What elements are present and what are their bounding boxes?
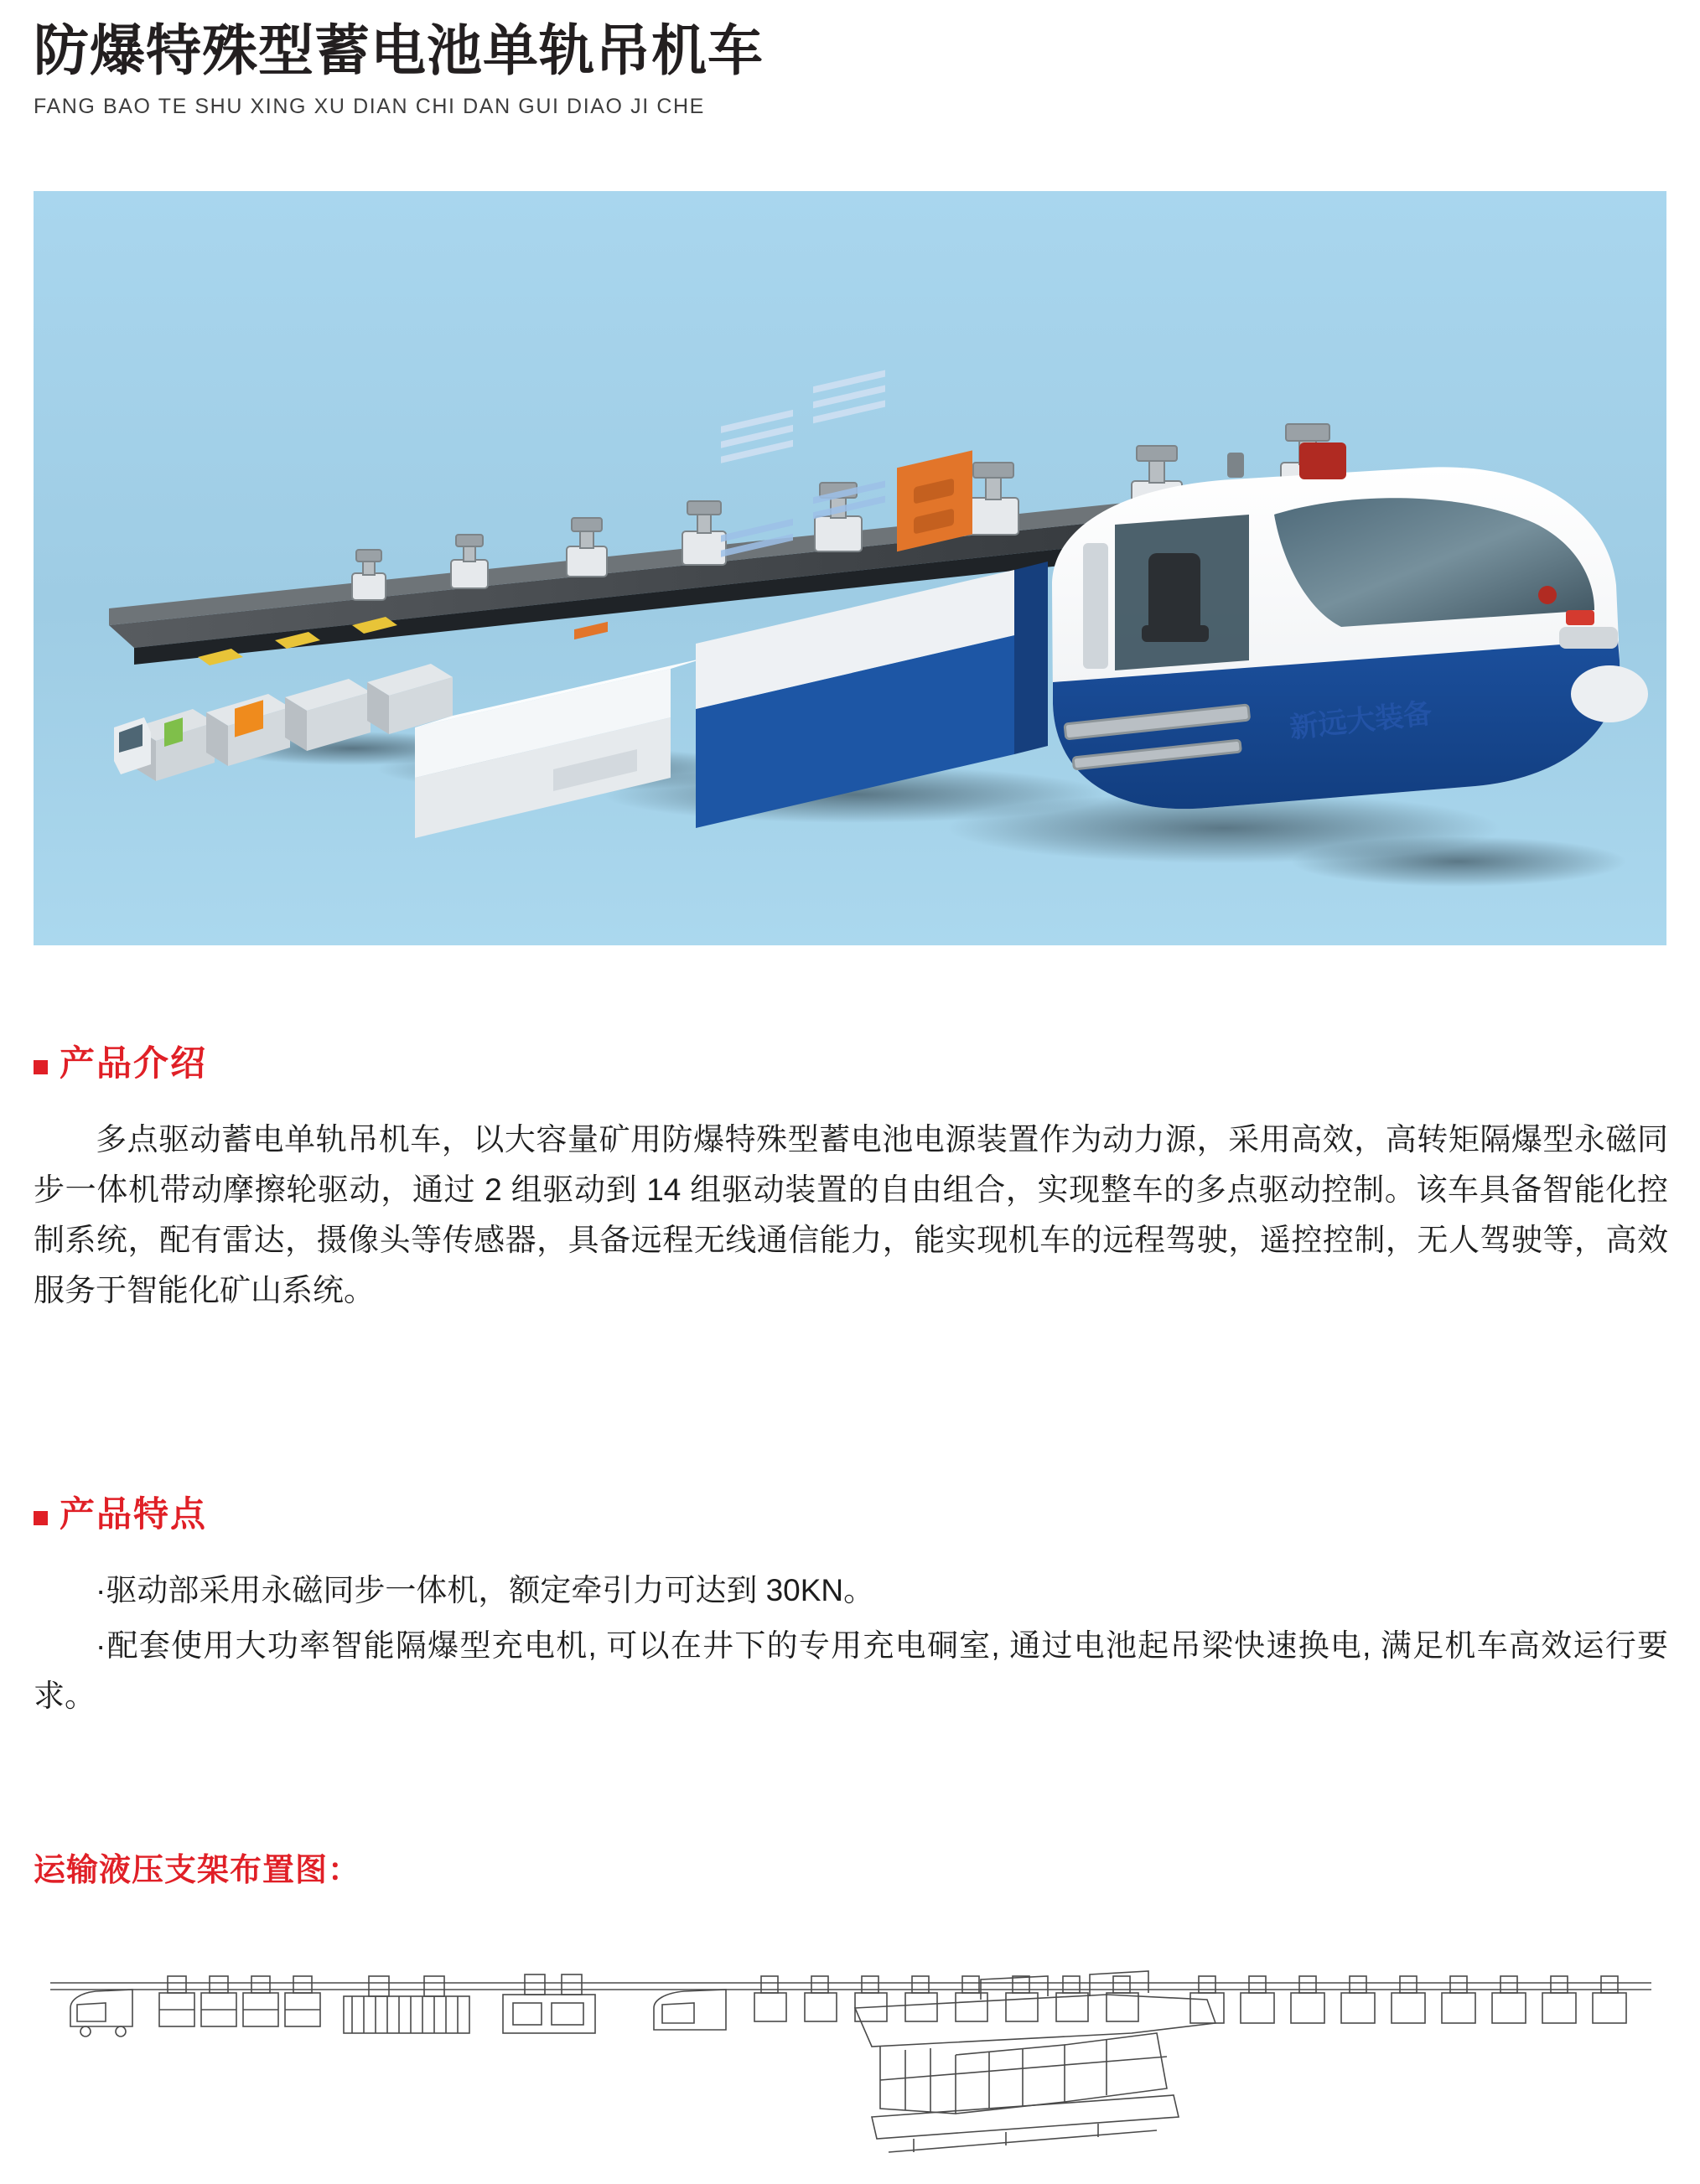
page-title: 防爆特殊型蓄电池单轨吊机车 [34,19,764,81]
hydraulic-support-layout-diagram [34,1928,1668,2171]
cab-seat [1142,553,1209,642]
monorail-locomotive-illustration [34,191,1666,945]
section-body-intro [34,1115,1668,1321]
section-heading-intro [34,1043,208,1083]
section-title-features: 产品特点 [60,1494,208,1534]
square-bullet-icon [34,1511,48,1525]
product-hero-image [34,191,1666,945]
layout-line-drawing [34,1928,1668,2171]
feature-item: ·驱动部采用永磁同步一体机，额定牵引力可达到 30KN。 [96,1573,875,1607]
feature-item: ·配套使用大功率智能隔爆型充电机, 可以在井下的专用充电硐室, 通过电池起吊梁快速换电, 满足机车高效运行要求。 [34,1628,1668,1713]
square-bullet-icon [34,1060,48,1074]
section-heading-features [34,1494,208,1534]
page-header [34,19,1626,119]
page-title-pinyin: FANG BAO TE SHU XING XU DIAN CHI DAN GUI DIAO JI CHE [34,95,705,119]
svg-text:新远大装备: 新远大装备 [1288,696,1434,745]
locomotive-cab [1052,442,1648,809]
tail-cab [114,717,151,774]
section-title-intro: 产品介绍 [60,1043,208,1083]
intro-paragraph: 多点驱动蓄电单轨吊机车，以大容量矿用防爆特殊型蓄电池电源装置作为动力源，采用高效，高转矩隔爆型永磁同步一体机带动摩擦轮驱动，通过 2 组驱动到 14 组驱动装置的自由组合，实现整车的多点驱动控制。该车具备智能化控制系统，配有雷达，摄像头等传感器，具备远程无线通信能力，能实现机车的远程驾驶，遥控控制，无人驾驶等，高效服务于智能化矿山系统。 [34,1122,1668,1307]
layout-diagram-caption: 运输液压支架布置图： [34,1853,361,1888]
section-body-features [34,1566,1668,1726]
